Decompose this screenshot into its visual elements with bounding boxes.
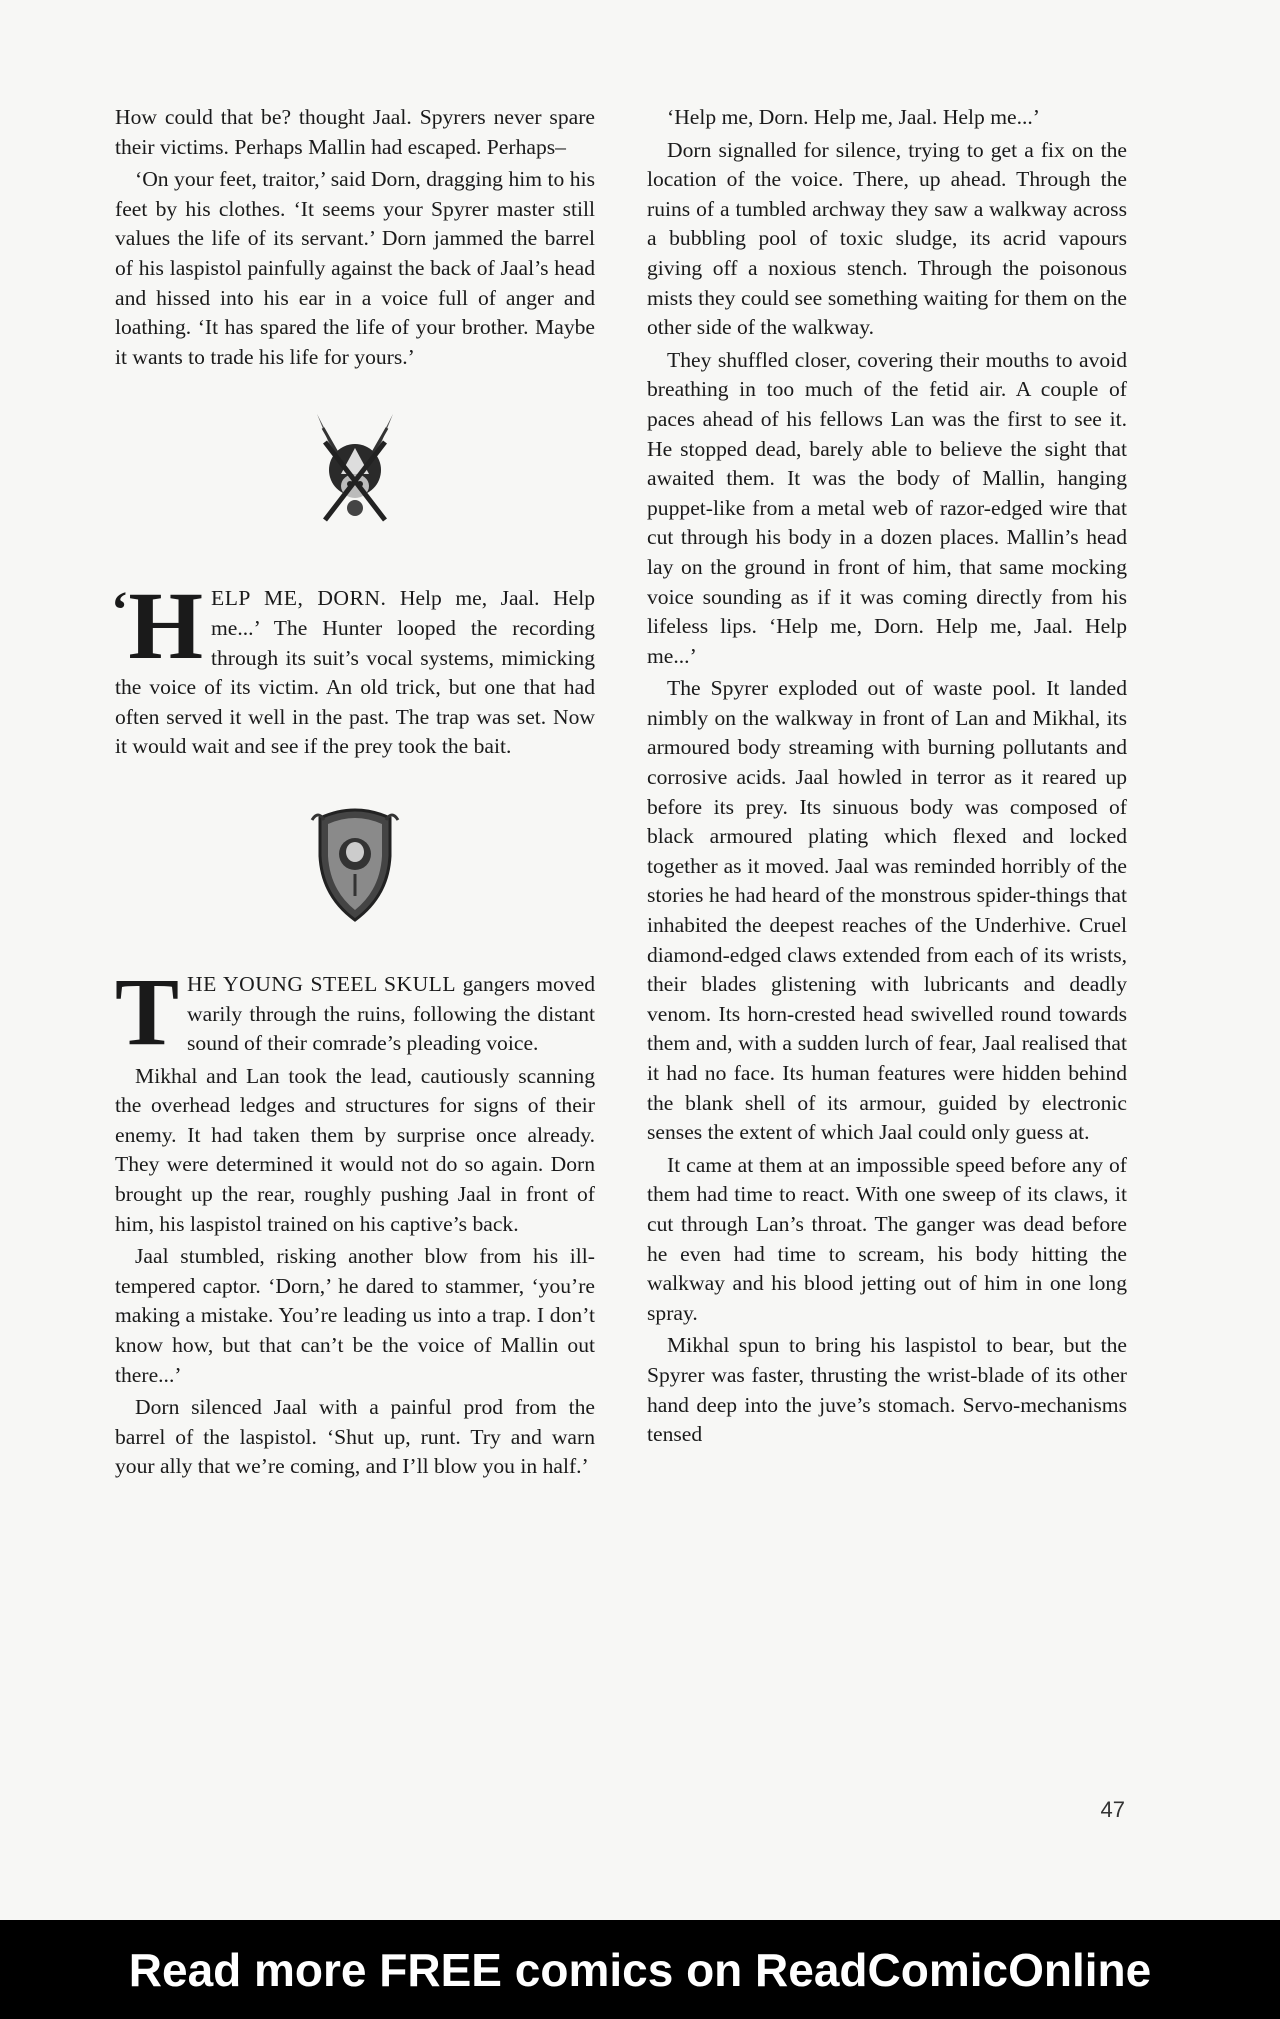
paragraph-text: Help me, Jaal. Help me...’ The Hunter looped the recording through its suit’s vocal systems, mimicking the voice of its victim. An old trick, but one that had often served it well in the past. The trap was set. Now it would wait and see if the prey took the bait. xyxy=(115,586,595,759)
section-two xyxy=(111,572,595,762)
paragraph xyxy=(115,957,595,1065)
paragraph: Jaal stumbled, risking another blow from his ill-tempered captor. ‘Dorn,’ he dared to stammer, ‘you’re making a mistake. You’re leading us into a trap. I don’t know how, but that can’t be the voice of Mallin out there...’ xyxy=(115,1244,595,1387)
paragraph-text: gangers moved warily through the ruins, following the distant sound of their comrade’s pleading voice. xyxy=(187,971,595,1056)
paragraph: Dorn silenced Jaal with a painful prod from the barrel of the laspistol. ‘Shut up, runt. Try and warn your ally that we’re coming, and I’ll blow you in half.’ xyxy=(115,1395,595,1479)
left-column xyxy=(111,103,595,1485)
paragraph: Mikhal and Lan took the lead, cautiously scanning the overhead ledges and structures for signs of their enemy. It had taken them by surprise once already. They were determined it would not do so again. Dorn brought up the rear, roughly pushing Jaal in front of him, his laspistol trained on his captive’s back. xyxy=(115,1063,595,1236)
paragraph: How could that be? thought Jaal. Spyrers never spare their victims. Perhaps Mallin had escaped. Perhaps– xyxy=(115,105,595,159)
paragraph: They shuffled closer, covering their mouths to avoid breathing in too much of the fetid air. A couple of paces ahead of his fellows Lan was the first to see it. He stopped dead, barely able to believe the sight that awaited them. It was the body of Mallin, hanging puppet-like from a metal web of razor-edged wire that cut through his body in a dozen places. Mallin’s head lay on the ground in front of him, that same mocking voice sounding as if it was coming directly from his lifeless lips. ‘Help me, Dorn. Help me, Jaal. Help me...’ xyxy=(647,347,1127,668)
section-divider xyxy=(115,796,595,926)
paragraph: The Spyrer exploded out of waste pool. It landed nimbly on the walkway in front of Lan and Mikhal, its armoured body streaming with burning pollutants and corrosive acids. Jaal howled in terror as it reared up before its prey. Its sinuous body was composed of black armoured plating which flexed and locked together as it moved. Jaal was reminded horribly of the stories he had heard of the monstrous spider-things that inhabited the deepest reaches of the Underhive. Cruel diamond-edged claws extended from each of its wrists, their blades glistening with lubricants and deadly venom. Its horn-crested head swivelled round towards them and, with a sudden lurch of fear, Jaal realised that it had no face. Its human features were hidden behind the blank shell of its armour, guided by electronic senses the extent of which Jaal could only guess at. xyxy=(647,676,1127,1145)
section-divider xyxy=(115,408,595,532)
dropcap-letter: T xyxy=(115,957,180,1065)
paragraph: Dorn signalled for silence, trying to get a fix on the location of the voice. There, up ahead. Through the ruins of a tumbled archway they saw a walkway across a bubbling pool of toxic sludge, its acrid vapours giving off a noxious stench. Through the poisonous mists they could see something waiting for them on the other side of the walkway. xyxy=(647,137,1127,340)
lead-in: ELP ME, DORN. xyxy=(211,586,387,611)
paragraph: It came at them at an impossible speed before any of them had time to react. With one sweep of its claws, it cut through Lan’s throat. The ganger was dead before he even had time to scream, his body hitting the walkway and his blood jetting out of him in one long spray. xyxy=(647,1152,1127,1325)
section-three xyxy=(115,957,595,1065)
paragraph: ‘Help me, Dorn. Help me, Jaal. Help me...’ xyxy=(667,105,1040,129)
paragraph: Mikhal spun to bring his laspistol to bear, but the Spyrer was faster, thrusting the wrist-blade of its other hand deep into the juve’s stomach. Servo-mechanisms tensed xyxy=(647,1333,1127,1447)
shield-crest-emblem-icon xyxy=(310,796,400,926)
page-number: 47 xyxy=(1100,1797,1125,1822)
paragraph: ‘On your feet, traitor,’ said Dorn, dragging him to his feet by his clothes. ‘It seems your Spyrer master still values the life of its servant.’ Dorn jammed the barrel of his laspistol painfully against the back of Jaal’s head and hissed into his ear in a voice full of anger and loathing. ‘It has spared the life of your brother. Maybe it wants to trade his life for yours.’ xyxy=(115,167,595,369)
lead-in: HE YOUNG STEEL SKULL xyxy=(187,971,457,996)
promo-banner[interactable] xyxy=(0,1920,1280,2019)
dropcap-letter: H xyxy=(128,572,203,680)
promo-banner-text[interactable]: Read more FREE comics on ReadComicOnline xyxy=(128,1943,1152,1996)
winged-skull-emblem-icon xyxy=(313,408,397,532)
dropcap-quote: ‘ xyxy=(111,582,129,640)
right-column xyxy=(647,103,1127,1453)
